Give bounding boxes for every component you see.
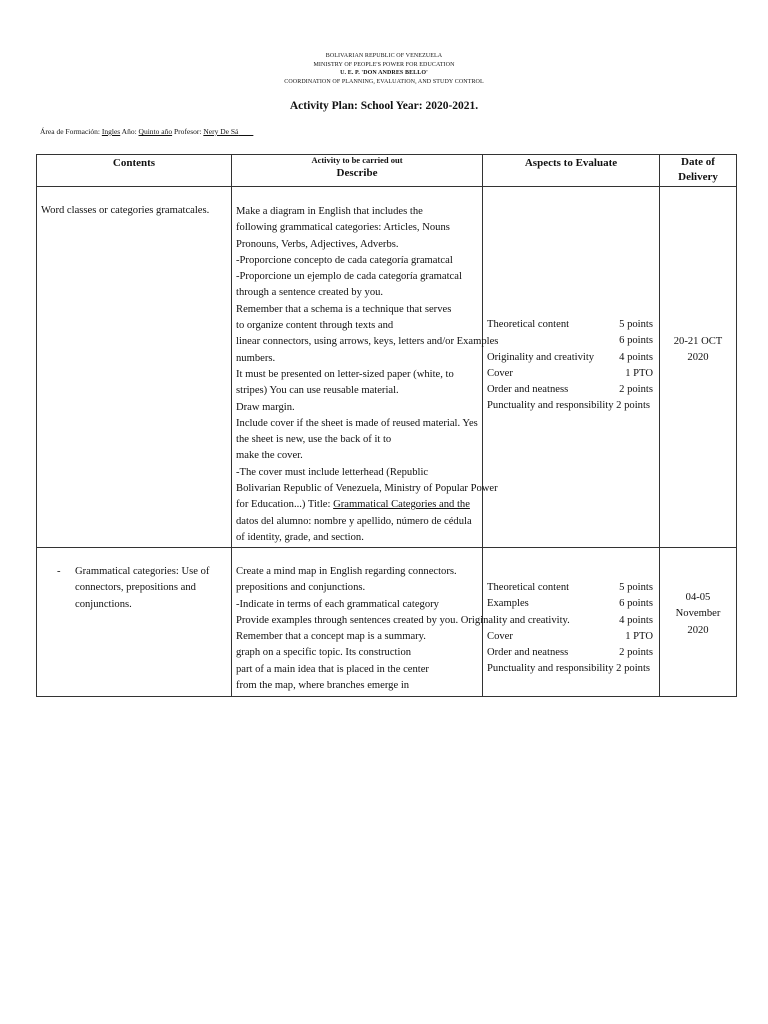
activity-plan-table	[36, 154, 737, 697]
teacher-value: Nery De Sá	[203, 127, 239, 136]
underlined-title: Grammatical Categories and the	[333, 499, 470, 511]
aspect-item: Order and neatness 2 points	[487, 647, 653, 659]
letterhead-country: BOLIVARIAN REPUBLIC OF VENEZUELA	[325, 53, 443, 59]
aspect-item: Order and neatness 2 points	[487, 384, 653, 396]
row1-aspects	[483, 187, 659, 415]
row1-activity: Make a diagram in English that includes the following grammatical categories: Articles, Nouns Pronouns, Verbs, Adjectives, Adverbs. -Proporcione concepto de cada categoría gramatcal -Proporcione un ejemplo de cada categoría gramatcal through a sentence created by you. Remember that a schema is a technique that serves to organize content through texts and linear connectors, using arrows, keys, letters and/or Examples numbers. It must be presented on letter-sized paper (white, to stripes) You can use reusable material. Draw margin. Include cover if the sheet is made of reused material. Yes the sheet is new, use the back of it to make the cover. -The cover must include letterhead (Republic Bolivarian Republic of Venezuela, Ministry of Popular Power for Education...) Title: Grammatical Categories and the datos del alumno: nombre y apellido, número de cédula of identity, grade, and section.	[236, 206, 499, 543]
row2-date-cell	[660, 548, 737, 697]
aspect-item: 4 points	[619, 614, 653, 626]
row1-date: 20-21 OCT 2020	[673, 336, 723, 364]
row2-aspects	[483, 548, 659, 678]
year-value: Quinto año	[138, 127, 173, 136]
header-date: Date of Delivery	[660, 155, 737, 187]
aspect-item: Originality and creativity 4 points	[487, 351, 653, 363]
aspect-item: Examples 6 points	[487, 598, 653, 610]
aspect-item: Punctuality and responsibility 2 points	[487, 663, 651, 675]
area-label: Área de Formación:	[40, 127, 100, 136]
row1-contents-cell	[37, 187, 232, 548]
row2-date: 04-05 November 2020	[675, 592, 721, 636]
letterhead-coordination: COORDINATION OF PLANNING, EVALUATION, AND STUDY CONTROL	[284, 78, 484, 85]
table-row	[37, 187, 737, 548]
aspect-item: Cover 1 PTO	[487, 367, 653, 379]
aspect-item: Punctuality and responsibility 2 points	[487, 400, 651, 412]
letterhead-school: U. E. P. 'DON ANDRES BELLO'	[340, 70, 428, 76]
aspect-item: Theoretical content 5 points	[487, 319, 653, 330]
table-row	[37, 548, 737, 697]
teacher-label: Profesor:	[173, 127, 202, 136]
row2-contents-cell	[37, 548, 232, 697]
row2-activity: Create a mind map in English regarding connectors. prepositions and conjunctions. -Indicate in terms of each grammatical category Provide examples through sentences created by you. Originality and creativity. Remember that a concept map is a summary. graph on a specific topic. Its construction part of a main idea that is placed in the center from the map, where branches emerge in	[236, 566, 570, 692]
aspect-item: Theoretical content 5 points	[487, 582, 653, 593]
aspect-item: Cover 1 PTO	[487, 630, 653, 642]
letterhead-ministry: MINISTRY OF PEOPLE'S POWER FOR EDUCATION	[313, 61, 455, 68]
header-contents: Contents	[37, 155, 232, 187]
row1-activity-cell	[232, 187, 499, 548]
area-line	[40, 127, 253, 136]
row1-aspects-cell	[483, 187, 660, 548]
row1-contents: Word classes or categories gramatcales.	[41, 205, 210, 216]
year-label: Año:	[121, 127, 137, 136]
bullet-dash: -	[57, 566, 61, 577]
table-header-row	[37, 155, 737, 187]
letterhead	[0, 52, 768, 86]
header-activity: Activity to be carried out Describe	[232, 155, 483, 187]
aspect-item: 6 points	[619, 335, 653, 347]
row1-date-cell	[660, 187, 737, 548]
document-title: Activity Plan: School Year: 2020-2021.	[289, 100, 479, 112]
row2-contents: - Grammatical categories: Use of connectors, prepositions and conjunctions.	[37, 548, 231, 613]
area-value: Ingles	[101, 127, 121, 136]
header-aspects: Aspects to Evaluate	[483, 155, 660, 187]
